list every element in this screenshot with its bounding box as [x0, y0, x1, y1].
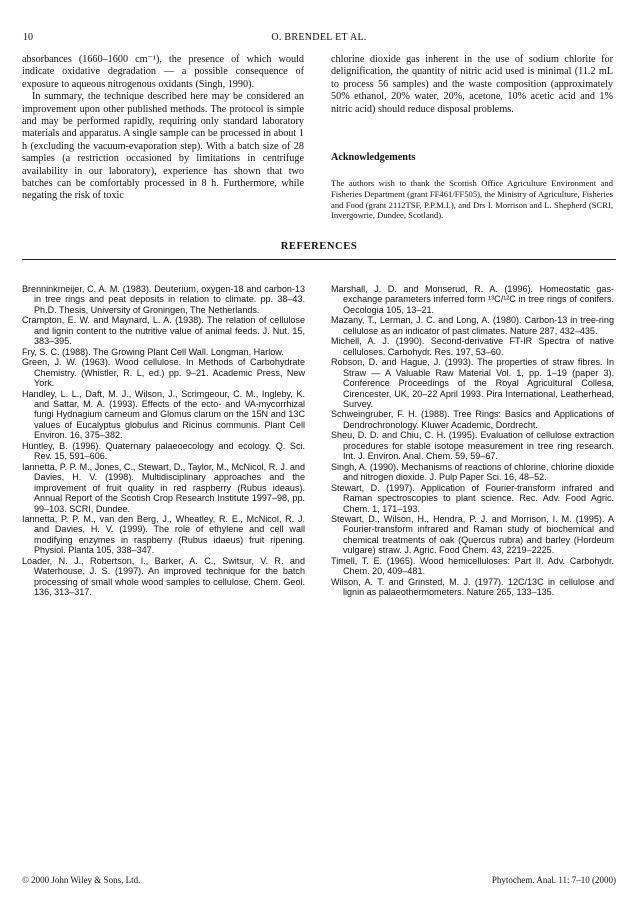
reference-entry: Brenninkmeijer, C. A. M. (1983). Deuterium, oxygen-18 and carbon-13 in tree rings and peat deposits in relation to climate. pp. 38–43. Ph.D. Thesis, University of Groningen, The Netherlands. — [22, 284, 305, 315]
reference-entry: Loader, N. J., Robertson, I., Barker, A. C., Switsur, V. R. and Waterhouse, J. S. (1997). An improved technique for the batch processing of small whole wood samples to cellulose. Chem. Geol. 136, 313–317. — [22, 555, 305, 598]
reference-entry: Stewart, D. (1997). Application of Fourier-transform infrared and Raman spectroscopies to plant science. Rec. Adv. Food Agric. Chem. 1, 171–193. — [331, 482, 614, 514]
reference-entry: Huntley, B. (1996). Quaternary palaeoecology and ecology. Q. Sci. Rev. 15, 591–606. — [22, 440, 305, 462]
reference-entry: Mazany, T., Lerman, J. C. and Long, A. (1980). Carbon-13 in tree-ring cellulose as an indicator of past climates. Nature 287, 432–435. — [331, 315, 614, 336]
body-column-left — [22, 54, 304, 203]
reference-entry: Fry, S. C. (1988). The Growing Plant Cell Wall. Longman, Harlow. — [22, 346, 284, 357]
references-heading: REFERENCES — [280, 241, 358, 252]
reference-entry: Sheu, D. D. and Chiu, C. H. (1995). Evaluation of cellulose extraction procedures for stable isotope measurement in tree ring research. Int. J. Environ. Anal. Chem. 59, 59–67. — [331, 430, 614, 462]
references-column-right — [331, 284, 614, 598]
journal-footer: Phytochem. Anal. 11: 7–10 (2000) — [491, 875, 616, 885]
reference-entry: Michell, A. J. (1990). Second-derivative FT-IR Spectra of native celluloses. Carbohydr. Res. 197, 53–60. — [331, 336, 614, 357]
body-paragraph: chlorine dioxide gas inherent in the use of sodium chlorite for delignification, the quantity of nitric acid used is minimal (11.2 mL to process 56 samples) and the waste composition (approximately 50% ethanol, 20% water, 20%, acetone, 10% acetic acid and 1% nitric acid) should reduce disposal problems. — [331, 54, 613, 115]
copyright-footer: © 2000 John Wiley & Sons, Ltd. — [22, 875, 141, 885]
reference-entry: Crampton, E. W. and Maynard, L. A. (1938). The relation of cellulose and lignin content to the nutritive value of animal feeds. J. Nut. 15, 383–395. — [22, 315, 305, 347]
page-number: 10 — [23, 32, 33, 43]
reference-entry: Handley, L. L., Daft, M. J., Wilson, J., Scrimgeour, C. M., Ingleby, K. and Sattar, M. A. (1993). Effects of the ecto- and VA-mycorrhizal fungi Hydnagium carneum and Glomus clarum on the 15N and 13C values of Eucalyptus globulus and Ricinus communis. Plant Cell Environ. 16, 375–382. — [22, 388, 305, 441]
references-rule — [22, 259, 616, 260]
reference-entry: Stewart, D., Wilson, H., Hendra, P. J. and Morrison, I. M. (1995). A Fourier-transform infrared and Raman study of biochemical and chemical treatments of oak (Quercus rubra) and barley (Hordeum vulgare) straw. J. Agric. Food Chem. 43, 2219–2225. — [331, 513, 614, 556]
reference-entry: Wilson, A. T. and Grinsted, M. J. (1977). 12C/13C in cellulose and lignin as palaeothermometers. Nature 265, 133–135. — [331, 576, 614, 598]
references-column-left — [22, 284, 305, 598]
reference-entry: Green, J. W. (1963). Wood cellulose. In Methods of Carbohydrate Chemistry. (Whistler, R. L, ed.) pp. 9–21. Academic Press, New York. — [22, 357, 305, 389]
reference-entry: Marshall, J. D. and Monserud, R. A. (1996). Homeostatic gas-exchange parameters inferred form ¹³C/¹²C in tree rings of conifers. Oecologia 105, 13–21. — [331, 284, 614, 315]
reference-entry: Iannetta, P. P. M., van den Berg, J., Wheatley, R. E., McNicol, R. J. and Davies, H. V. (1999). The role of ethylene and cell wall modifying enzymes in raspberry (Rubus idaeus) fruit ripening. Physiol. Planta 105, 338–347. — [22, 513, 305, 556]
body-column-right — [331, 54, 613, 221]
acknowledgements-heading: Acknowledgements — [331, 152, 416, 164]
running-title: O. BRENDEL ET AL. — [271, 32, 367, 43]
reference-entry: Robson, D. and Hague, J. (1993). The properties of straw fibres. In Straw — A Valuable Raw Material Vol. 1, pp. 1–19 (paper 3). Conference Proceedings of the Royal Agricultural Collesa, Cirencester, UK, 20–22 April 1993. Pira International, Leatherhead, Survey. — [331, 357, 614, 409]
body-paragraph: In summary, the technique described here may be considered an improvement upon other published methods. The protocol is simple and may be performed rapidly, requiring only standard laboratory materials and apparatus. A single sample can be processed in about 1 h (excluding the vacuum-evaporation step). With a batch size of 28 samples (a restriction occasioned by limitations in centrifuge availability in our laboratory), experience has shown that two batches can be comfortably processed in 8 h. Furthermore, while negating the risk of toxic — [22, 91, 304, 202]
reference-entry: Timell, T. E. (1965). Wood hemicelluloses: Part II. Adv. Carbohydr. Chem. 20, 409–481. — [331, 555, 614, 577]
acknowledgements-text: The authors wish to thank the Scottish Office Agriculture Environment and Fisheries Department (grant FF461/FF505), the Ministry of Agriculture, Fisheries and Food (grant 2112TSF, P.P.M.I.), and Drs I. Morrison and L. Shepherd (SCRI, Invergowrie, Dundee, Scotland). — [331, 178, 613, 221]
body-paragraph: absorbances (1660–1600 cm⁻¹), the presence of which would indicate oxidative degradation — a possible consequence of exposure to aqueous nitrogenous oxidants (Singh, 1990). — [22, 54, 304, 90]
reference-entry: Schweingruber, F. H. (1988). Tree Rings: Basics and Applications of Dendrochronology. Kluwer Academic, Dordrecht. — [331, 409, 614, 430]
reference-entry: Singh, A. (1990). Mechanisms of reactions of chlorine, chlorine dioxide and nitrogen dioxide. J. Pulp Paper Sci. 16, 48–52. — [331, 461, 614, 483]
reference-entry: Iannetta, P. P. M., Jones, C., Stewart, D., Taylor, M., McNicol, R. J. and Davies, H. V. (1998). Multidisciplinary approaches and the improvement of fruit quality in red raspberry (Rubus ideaus). Annual Report of the Scotish Crop Research Institute 1997–98, pp. 99–103. SCRI, Dundee. — [22, 461, 305, 514]
